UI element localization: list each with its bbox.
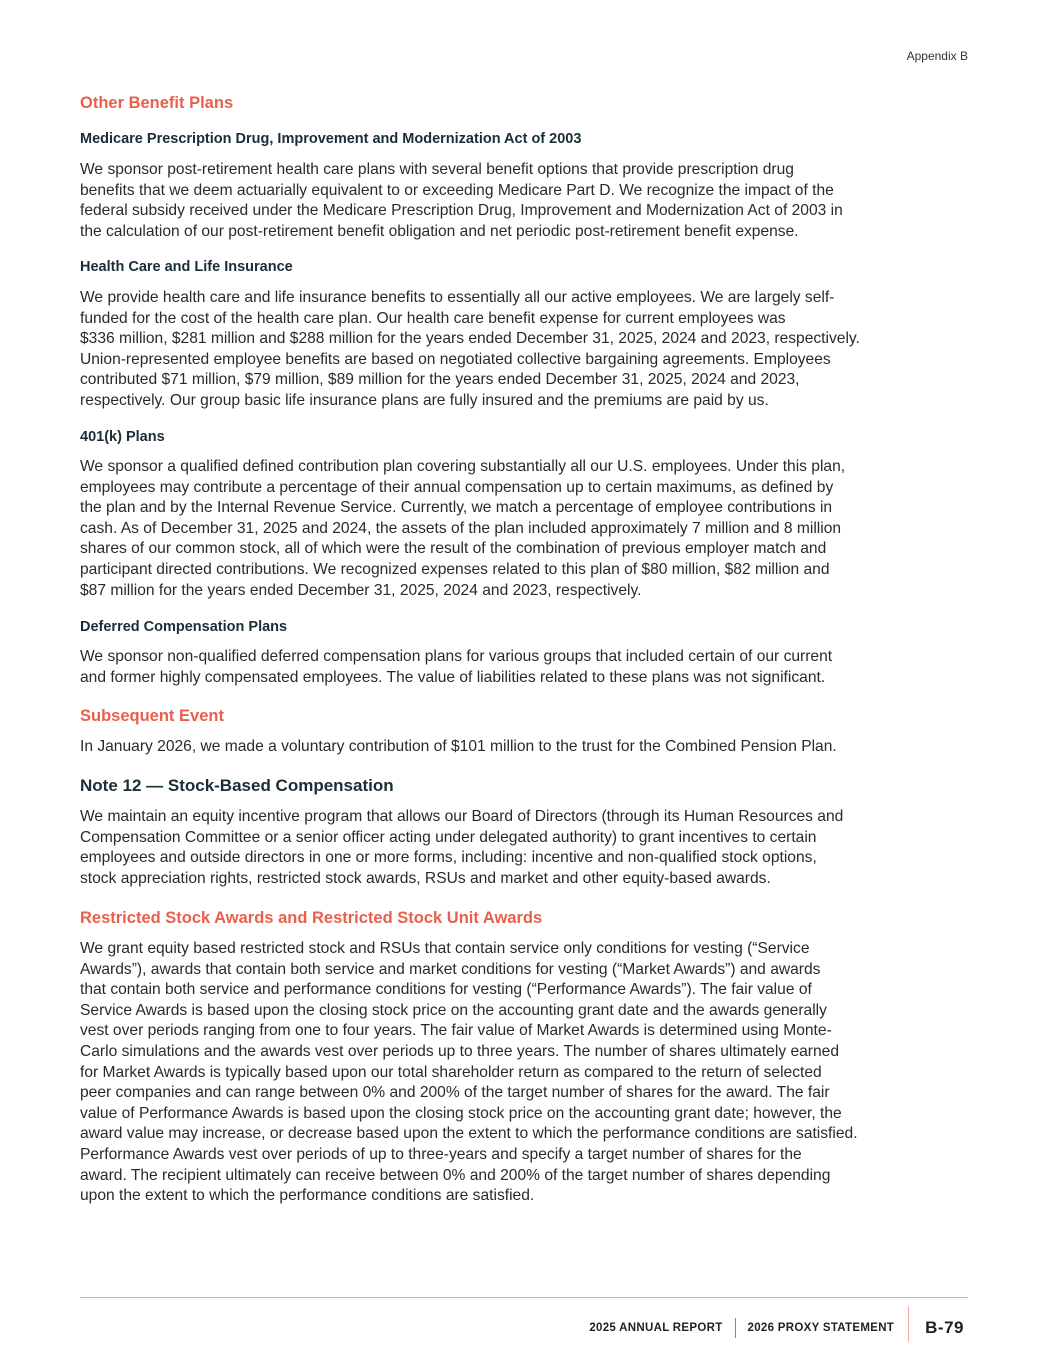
- paragraph-line: that contain both service and performance conditions for vesting (“Performance Awards”). The fair value of: [80, 981, 812, 999]
- paragraph-line: the calculation of our post-retirement benefit obligation and net periodic post-retirement benefit expense.: [80, 222, 799, 240]
- footer-separator: [735, 1318, 736, 1338]
- paragraph-line: award. The recipient ultimately can receive between 0% and 200% of the target number of shares depending: [80, 1166, 831, 1184]
- paragraph-line: for Market Awards is typically based upon our total shareholder return as compared to the return of selected: [80, 1063, 822, 1081]
- page-number: B-79: [925, 1318, 964, 1337]
- section-heading: Note 12 — Stock-Based Compensation: [80, 776, 394, 795]
- subsection-heading: Medicare Prescription Drug, Improvement and Modernization Act of 2003: [80, 131, 582, 147]
- paragraph-line: funded for the cost of the health care plan. Our health care benefit expense for current employees was: [80, 309, 786, 327]
- paragraph-line: federal subsidy received under the Medicare Prescription Drug, Improvement and Modernization Act of 2003 in: [80, 202, 843, 220]
- paragraph-line: value of Performance Awards is based upon the closing stock price on the accounting grant date; however, the: [80, 1104, 842, 1122]
- subsection-heading: Deferred Compensation Plans: [80, 619, 288, 635]
- footer: [589, 1310, 964, 1346]
- paragraph-line: vest over periods ranging from one to four years. The fair value of Market Awards is determined using Monte-: [80, 1022, 832, 1040]
- footer-annual-report: 2025 ANNUAL REPORT: [589, 1322, 723, 1334]
- paragraph: [80, 647, 980, 688]
- paragraph-line: the plan and by the Internal Revenue Service. Currently, we match a percentage of employee contributions in: [80, 499, 833, 517]
- footer-proxy-statement: 2026 PROXY STATEMENT: [747, 1322, 895, 1334]
- paragraph-line: cash. As of December 31, 2025 and 2024, the assets of the plan included approximately 7 million and 8 million: [80, 519, 842, 537]
- paragraph: [80, 288, 980, 412]
- paragraph-line: employees may contribute a percentage of their annual compensation up to certain maximums, as defined by: [80, 478, 834, 496]
- paragraph-line: We maintain an equity incentive program that allows our Board of Directors (through its Human Resources and: [80, 808, 844, 825]
- paragraph-line: $87 million for the years ended December 31, 2025, 2024 and 2023, respectively.: [80, 581, 642, 599]
- paragraph-line: We provide health care and life insurance benefits to essentially all our active employees. We are largely self-: [80, 289, 835, 306]
- paragraph-line: We sponsor a qualified defined contribution plan covering substantially all our U.S. employees. Under this plan,: [80, 458, 846, 475]
- paragraph-line: and former highly compensated employees. The value of liabilities related to these plans was not significant.: [80, 668, 826, 686]
- paragraph-line: participant directed contributions. We recognized expenses related to this plan of $80 million, $82 million and: [80, 560, 830, 578]
- paragraph-line: Union-represented employee benefits are based on negotiated collective bargaining agreements. Employees: [80, 350, 831, 368]
- paragraph: [80, 939, 980, 1207]
- appendix-label: Appendix B: [906, 49, 968, 63]
- paragraph-line: Service Awards is based upon the closing stock price on the accounting grant date and the awards generally: [80, 1001, 827, 1019]
- paragraph-line: Awards”), awards that contain both service and market conditions for vesting (“Market Awards”) and awards: [80, 960, 821, 978]
- paragraph: [80, 457, 980, 601]
- footer-page-separator: [908, 1306, 909, 1342]
- paragraph-line: stock appreciation rights, restricted stock awards, RSUs and market and other equity-based awards.: [80, 869, 771, 887]
- paragraph-line: contributed $71 million, $79 million, $89 million for the years ended December 31, 2025, 2024 and 2023,: [80, 371, 800, 389]
- paragraph-line: Carlo simulations and the awards vest over periods up to three years. The number of shares ultimately earned: [80, 1042, 839, 1060]
- paragraph-line: respectively. Our group basic life insurance plans are fully insured and the premiums are paid by us.: [80, 391, 769, 409]
- paragraph-line: award value may increase, or decrease based upon the extent to which the performance conditions are satisfied.: [80, 1125, 858, 1143]
- paragraph-line: shares of our common stock, all of which were the result of the combination of previous employer match and: [80, 540, 827, 558]
- subsection-heading: 401(k) Plans: [80, 429, 165, 445]
- paragraph-line: Performance Awards vest over periods of up to three-years and specify a target number of shares for the: [80, 1145, 802, 1163]
- section-heading: Other Benefit Plans: [80, 94, 234, 112]
- paragraph-line: employees and outside directors in one or more forms, including: incentive and non-qualified stock options,: [80, 849, 817, 867]
- paragraph-line: We grant equity based restricted stock and RSUs that contain service only conditions for vesting (“Service: [80, 940, 810, 957]
- paragraph-line: benefits that we deem actuarially equivalent to or exceeding Medicare Part D. We recognize the impact of the: [80, 181, 834, 199]
- paragraph: [80, 807, 980, 889]
- paragraph-line: $336 million, $281 million and $288 million for the years ended December 31, 2025, 2024 and 2023, respectively.: [80, 330, 860, 348]
- paragraph-line: Compensation Committee or a senior officer acting under delegated authority) to grant incentives to certain: [80, 828, 817, 846]
- paragraph-line: We sponsor non-qualified deferred compensation plans for various groups that included certain of our current: [80, 648, 833, 665]
- paragraph-line: upon the extent to which the performance conditions are satisfied.: [80, 1187, 535, 1205]
- section-heading: Restricted Stock Awards and Restricted Stock Unit Awards: [80, 909, 543, 927]
- paragraph: [80, 737, 980, 758]
- section-heading: Subsequent Event: [80, 707, 224, 725]
- paragraph-line: peer companies and can range between 0% and 200% of the target number of shares for the award. The fair: [80, 1084, 830, 1102]
- paragraph-line: In January 2026, we made a voluntary contribution of $101 million to the trust for the Combined Pension Plan.: [80, 738, 837, 755]
- subsection-heading: Health Care and Life Insurance: [80, 259, 293, 275]
- paragraph: [80, 160, 980, 242]
- paragraph-line: We sponsor post-retirement health care plans with several benefit options that provide prescription drug: [80, 161, 794, 178]
- footer-divider: [80, 1297, 968, 1298]
